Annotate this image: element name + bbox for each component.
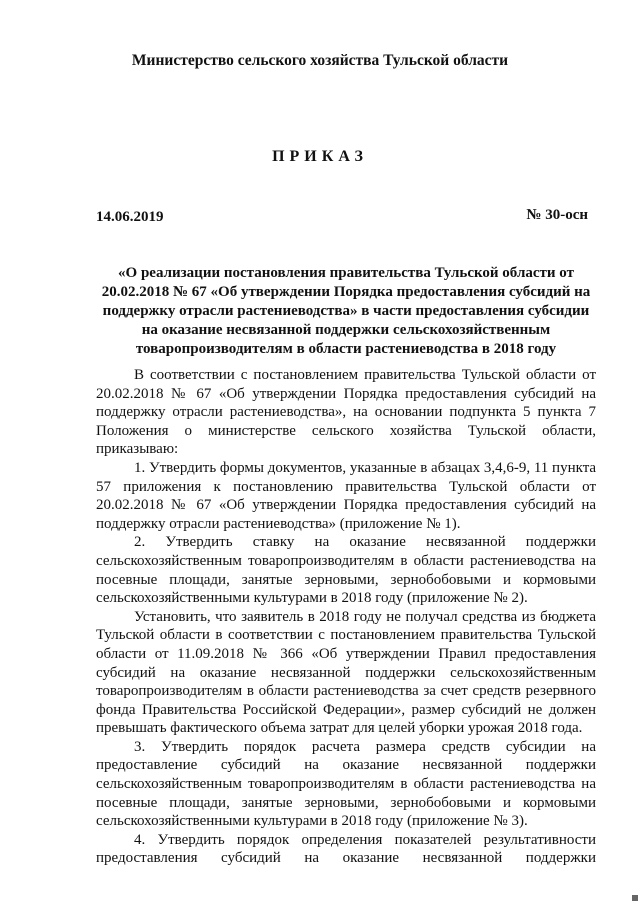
body-line: Положения о министерстве сельского хозяйства Тульской области, — [96, 422, 596, 439]
body-line: субсидий на оказание несвязанной поддержки сельскохозяйственным — [96, 664, 596, 681]
body-line: посевные площади, занятые зерновыми, зернобобовыми и кормовыми — [96, 794, 596, 811]
title-line: «О реализации постановления правительства Тульской области от — [118, 265, 574, 281]
ministry-name: Министерство сельского хозяйства Тульской области — [131, 52, 509, 69]
body-line: фонда Правительства Российской Федерации», размер субсидий не должен — [96, 701, 596, 718]
order-date: 14.06.2019 — [96, 209, 164, 225]
body-line: 20.02.2018 № 67 «Об утверждении Порядка предоставления субсидий на — [96, 385, 596, 402]
body-line: товаропроизводителям в области растениеводства за счет средств резервного — [96, 683, 596, 700]
body-line: приказываю: — [96, 441, 179, 458]
body-line: В соответствии с постановлением правительства Тульской области от — [134, 367, 596, 383]
body-line: поддержку отрасли растениеводства», на основании подпункта 5 пункта 7 — [96, 404, 596, 421]
order-body — [96, 366, 596, 868]
body-line: посевные площади, занятые зерновыми, зернобобовыми и кормовыми — [96, 571, 596, 588]
body-line: 20.02.2018 № 67 «Об утверждении Порядка предоставления субсидий на — [96, 497, 596, 514]
title-line: товаропроизводителям в области растениеводства в 2018 году — [135, 341, 557, 357]
order-number: № 30-осн — [526, 207, 588, 223]
body-line: 4. Утвердить порядок определения показателей результативности — [134, 831, 596, 848]
order-title — [96, 264, 596, 359]
scan-artifact — [632, 895, 638, 901]
title-line: на оказание несвязанной поддержки сельскохозяйственным — [141, 322, 551, 338]
title-line: поддержку отрасли растениеводства» в части предоставления субсидии — [102, 303, 590, 319]
body-line: сельскохозяйственным товаропроизводителям в области растениеводства на — [96, 776, 596, 793]
body-line: превышать фактического объема затрат для целей уборки урожая 2018 года. — [96, 720, 583, 737]
body-line: предоставления субсидий на оказание несвязанной поддержки — [96, 850, 596, 867]
body-line: поддержку отрасли растениеводства» (приложение № 1). — [96, 515, 461, 532]
body-line: сельскохозяйственными культурами в 2018 году (приложение № 2). — [96, 590, 528, 607]
body-line: предоставление субсидий на оказание несвязанной поддержки — [96, 757, 596, 774]
body-line: 1. Утвердить формы документов, указанные в абзацах 3,4,6-9, 11 пункта — [134, 459, 596, 476]
body-line: 2. Утвердить ставку на оказание несвязанной поддержки — [134, 534, 596, 551]
body-line: 57 приложения к постановлению правительства Тульской области от — [96, 478, 596, 495]
document-type: ПРИКАЗ — [272, 148, 368, 165]
body-line: сельскохозяйственным товаропроизводителям в области растениеводства на — [96, 552, 596, 569]
body-line: Установить, что заявитель в 2018 году не получал средства из бюджета — [134, 608, 596, 625]
body-line: сельскохозяйственными культурами в 2018 году (приложение № 3). — [96, 813, 528, 830]
title-line: 20.02.2018 № 67 «Об утверждении Порядка предоставления субсидий на — [101, 284, 591, 300]
body-line: 3. Утвердить порядок расчета размера средств субсидии на — [134, 738, 596, 755]
body-line: области от 11.09.2018 № 366 «Об утверждении Правил предоставления — [96, 645, 596, 662]
body-line: Тульской области в соответствии с постановлением правительства Тульской — [96, 627, 596, 644]
